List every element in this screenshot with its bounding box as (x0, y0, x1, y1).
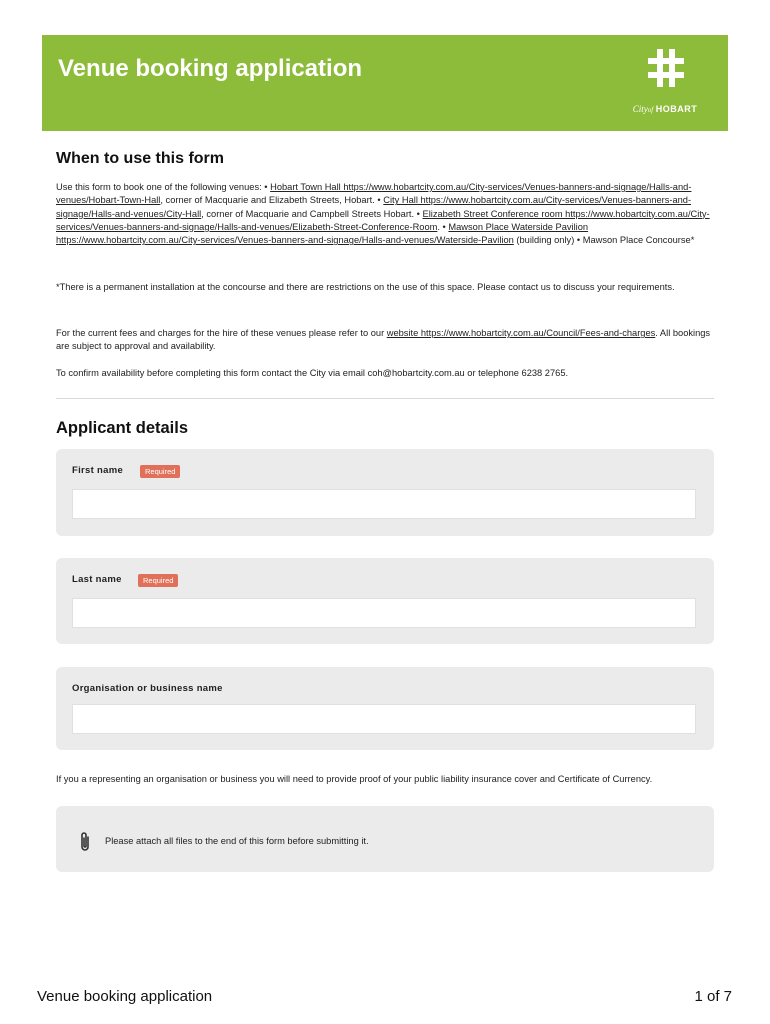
section-divider (56, 398, 714, 399)
page-number: 1 of 7 (694, 988, 732, 1005)
city-of-hobart-logo (624, 49, 706, 119)
paperclip-icon (78, 831, 92, 858)
logo-city-text: City (632, 104, 648, 114)
concourse-note: *There is a permanent installation at the concourse and there are restrictions on the use of this space. Please contact us to discuss your requirements. (56, 282, 675, 292)
last-name-panel (56, 558, 714, 644)
fees-intro-text: For the current fees and charges for the hire of these venues please refer to our (56, 328, 387, 338)
venues-text-1: , corner of Macquarie and Elizabeth Streets, Hobart. • (160, 195, 384, 206)
liability-note: If you a representing an organisation or business you will need to provide proof of your public liability insurance cover and Certificate of Currency. (56, 774, 653, 784)
first-name-panel (56, 449, 714, 536)
elizabeth-street-conference-link[interactable]: Elizabeth Street Conference room https://www.hobartcity.com.au/City-services/Venues-banners-and-signage/Halls-and-venues/Elizabeth-Street-Conference-Room (56, 208, 710, 232)
waterside-pavilion-link[interactable]: Mawson Place Waterside Pavilion https://www.hobartcity.com.au/City-services/Venues-banners-and-signage/Halls-and-venues/Waterside-Pavilion (56, 221, 589, 246)
last-name-label: Last name (72, 574, 122, 585)
logo-of-text: of (647, 106, 654, 114)
availability-contact: To confirm availability before completing this form contact the City via email coh@hobartcity.com.au or telephone 6238 2765. (56, 368, 569, 378)
venues-text-end: (building only) • Mawson Place Concourse* (513, 235, 695, 246)
logo-wordmark (624, 104, 706, 114)
footer-title: Venue booking application (37, 988, 213, 1005)
first-name-label: First name (72, 465, 124, 476)
hobart-town-hall-link[interactable]: Hobart Town Hall https://www.hobartcity.com.au/City-services/Venues-banners-and-signage/Halls-and-venues/Hobart-Town-Hall (56, 182, 692, 206)
city-hall-link[interactable]: City Hall https://www.hobartcity.com.au/City-services/Venues-banners-and-signage/Halls-and-venues/City-Hall (56, 195, 692, 219)
required-badge: Required (140, 465, 180, 478)
header-banner (42, 35, 728, 131)
fees-paragraph (56, 327, 716, 354)
organisation-label: Organisation or business name (72, 683, 223, 694)
last-name-input[interactable] (72, 598, 696, 628)
fees-website-link[interactable]: website https://www.hobartcity.com.au/Council/Fees-and-charges (386, 328, 656, 338)
venues-text-2: , corner of Macquarie and Campbell Streets Hobart. • (201, 208, 423, 219)
attachment-notice-text: Please attach all files to the end of this form before submitting it. (105, 836, 369, 846)
venues-intro-text: Use this form to book one of the following venues: • (56, 182, 271, 192)
first-name-input[interactable] (72, 489, 696, 519)
hash-logo-icon (648, 49, 684, 87)
section-heading-applicant: Applicant details (56, 419, 189, 437)
logo-hobart-text: HOBART (655, 104, 698, 114)
form-title: Venue booking application (58, 55, 363, 82)
required-badge: Required (138, 574, 178, 587)
organisation-panel (56, 667, 714, 750)
attachment-notice (56, 806, 714, 872)
fees-end-text: . All bookings are subject to approval and availability. (56, 328, 711, 352)
organisation-input[interactable] (72, 704, 696, 734)
venues-paragraph (56, 181, 716, 247)
venues-text-3: . • (437, 221, 449, 232)
section-heading-when: When to use this form (56, 150, 224, 167)
